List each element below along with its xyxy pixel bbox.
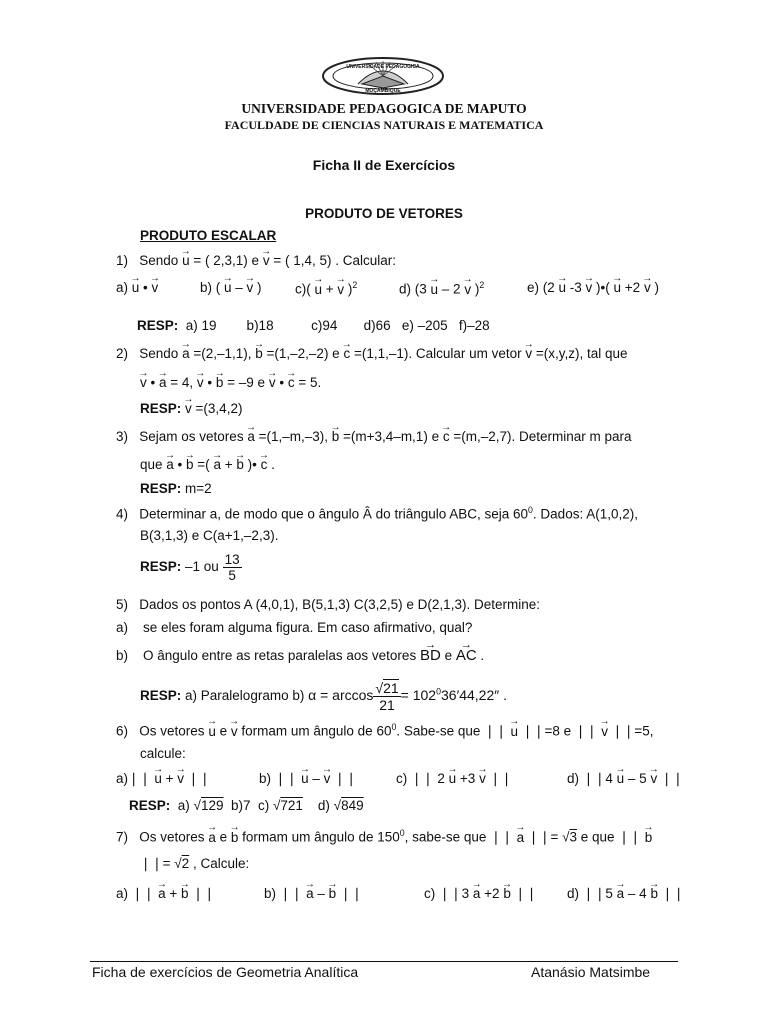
ex7-item-b: b) ❘❘ → a – → b ❘❘ (264, 886, 363, 902)
ex5-line1: Dados os pontos A (4,0,1), B(5,1,3) C(3,2,5) e D(2,1,3). Determine: (139, 597, 540, 612)
ex6-item-d: d) ❘❘4 → u – 5 → v ❘❘ (567, 771, 684, 787)
ex4-response (140, 552, 242, 583)
ex4-number: 4) (116, 506, 129, 522)
university-logo (318, 50, 448, 98)
ex2-number: 2) (116, 346, 129, 361)
ex6-item-b: b) ❘❘ → u – → v ❘❘ (259, 771, 357, 787)
logo-text-bottom: MOÇAMBIQUE (365, 88, 401, 94)
ex7-line1b: formam um ângulo de 150 (242, 829, 400, 845)
ex6-line1a: Os vetores (139, 723, 205, 739)
ex7-item-d: d) ❘❘5 → a – 4 → b ❘❘ (567, 886, 684, 902)
ex6-number: 6) (116, 723, 129, 739)
ex6-line1d: =8 e (544, 723, 572, 739)
ex7-line1c: , sabe-se que (404, 829, 487, 845)
ex7-line2: ❘❘= √2 , Calcule: (140, 856, 250, 871)
university-name: UNIVERSIDADE PEDAGOGICA DE MAPUTO (241, 101, 527, 116)
ex4-statement: 4) Determinar a, de modo que o ângulo Â do triângulo ABC, seja $60^0$. Dados: A(1,0,2), (116, 505, 638, 522)
resp-label: RESP: (137, 318, 179, 333)
ex5-b-label: b) (116, 648, 129, 663)
ex4-line2: B(3,1,3) e C(a+1,–2,3). (140, 528, 279, 543)
ex3-statement: 3) Sejam os vetores → a =(1,–m,–3), → b =(m+3,4–m,1) e → c =(m,–2,7). Determinar m para (116, 429, 632, 444)
ex1-item-c: c)( → u + → v )$^2$ (295, 280, 357, 297)
ex4-fraction (223, 552, 242, 583)
ex6-item-c: c) ❘❘ 2 → u +3 → v ❘❘ (396, 771, 512, 787)
ex3-response (140, 481, 212, 496)
ex6-statement: 6) Os vetores → u e → v formam um ângulo de $60^0$. Sabe-se que ❘❘ → u ❘❘=8 e ❘❘ → v ❘❘=5, (116, 722, 654, 740)
ex1-item-a: a) → u • → v (116, 280, 158, 295)
ex3-resp-text: m=2 (185, 481, 212, 496)
ex4-line1: Determinar a, de modo que o ângulo Â do triângulo ABC, seja 60 (139, 506, 529, 522)
ex1-number: 1) (116, 253, 129, 268)
ex2-resp-text: =(3,4,2) (195, 401, 243, 416)
ex5-statement (116, 597, 540, 612)
ex1-v-value: = ( 1,4, 5) . Calcular: (273, 253, 397, 268)
resp-label: RESP: (140, 401, 182, 416)
ex1-u-value: = ( 2,3,1) e (193, 253, 260, 268)
ex1-statement: 1) Sendo → u = ( 2,3,1) e → v = ( 1,4, 5) . Calcular: (116, 253, 396, 268)
ex2-conditions: → v • → a = 4, → v • → b = –9 e → v • → c = 5. (140, 375, 321, 390)
ex7-line1a: Os vetores (139, 829, 205, 845)
ex1-response (137, 318, 490, 333)
ex7-item-c: c) ❘❘3 → a +2 → b ❘❘ (424, 886, 537, 902)
ex5-a-text: se eles foram alguma figura. Em caso afirmativo, qual? (143, 620, 473, 635)
ex7-item-a: a) ❘❘ → a + → b ❘❘ (116, 886, 215, 902)
ex1-item-d: d) (3 → u – 2 → v )$^2$ (399, 280, 484, 297)
ex6-line1c: . Sabe-se que (396, 723, 481, 739)
ex7-line2b: , Calcule: (192, 856, 250, 871)
ex5-b-text: O ângulo entre as retas paralelas aos vetores (143, 648, 417, 663)
resp-label: RESP: (140, 559, 182, 575)
ex3-condition: que → a • → b =( → a + → b )• → c . (140, 457, 275, 472)
ex5-number: 5) (116, 597, 129, 612)
ex7-line1d: e que (580, 829, 615, 845)
ex4-line1b: . Dados: A(1,0,2), (532, 506, 638, 522)
ex6-line2: calcule: (140, 746, 186, 761)
ex5-response: RESP: a) Paralelogramo b) α = arccos $\frac{√21}{21}$ = $102^036'44,22''$ . (140, 680, 507, 713)
subsection-title: PRODUTO ESCALAR (140, 228, 277, 243)
ex6-item-a: a)❘❘ → u + → v ❘❘ (116, 771, 210, 787)
ex5-resp-value: = 102 (400, 687, 437, 704)
resp-label: RESP: (140, 481, 182, 496)
footer-left: Ficha de exercícios de Geometria Analítica (92, 964, 359, 980)
ex5-a-label: a) (116, 620, 129, 635)
resp-label: RESP: (140, 688, 182, 704)
page-title: Ficha II de Exercícios (312, 157, 456, 173)
ex1-stmt-a: Sendo (139, 253, 179, 268)
ex3-number: 3) (116, 429, 129, 444)
ex1-item-b: b) ( → u – → v ) (200, 280, 262, 295)
logo-text-top: UNIVERSIDADE PEDAGOGICA (346, 64, 420, 70)
ex6-line1e: =5, (634, 723, 654, 739)
ex1-resp-text: a) 19 b)18 c)94 d)66 e) –205 f)–28 (185, 318, 490, 333)
ex7-statement: 7) Os vetores → a e → b formam um ângulo de $150^0$, sabe-se que ❘❘ → a ❘❘= √3 e que ❘❘ → b (116, 828, 652, 846)
ex2-response: RESP: → v =(3,4,2) (140, 401, 242, 416)
resp-label: RESP: (129, 798, 171, 813)
ex6-line1b: formam um ângulo de 60 (241, 723, 392, 739)
footer-divider (90, 961, 678, 962)
ex4-frac-den: 5 (228, 568, 236, 583)
ex5-item-b: b) O ângulo entre as retas paralelas aos vetores → BD e → AC . (116, 647, 484, 664)
ex7-number: 7) (116, 829, 129, 845)
ex4-frac-num: 13 (224, 552, 240, 567)
faculty-name: FACULDADE DE CIENCIAS NATURAIS E MATEMATICA (224, 118, 544, 132)
ex1-item-e: e) (2 → u -3 → v )•( → u +2 → v ) (527, 280, 659, 295)
ex5-resp-text: a) Paralelogramo b) (185, 688, 305, 704)
ex2-statement: 2) Sendo → a =(2,–1,1), → b =(1,–2,–2) e → c =(1,1,–1). Calcular um vetor → v =(x,y,z), tal que (116, 346, 628, 361)
footer-right: Atanásio Matsimbe (531, 964, 651, 980)
ex5-resp-value-b: 36′44,22″ . (441, 687, 507, 704)
ex4-resp-text: –1 ou (185, 559, 219, 575)
ex5-item-a (116, 620, 472, 635)
section-title: PRODUTO DE VETORES (305, 206, 463, 221)
ex6-response: RESP: a) √129 b)7 c) √721 d) √849 (129, 798, 364, 813)
